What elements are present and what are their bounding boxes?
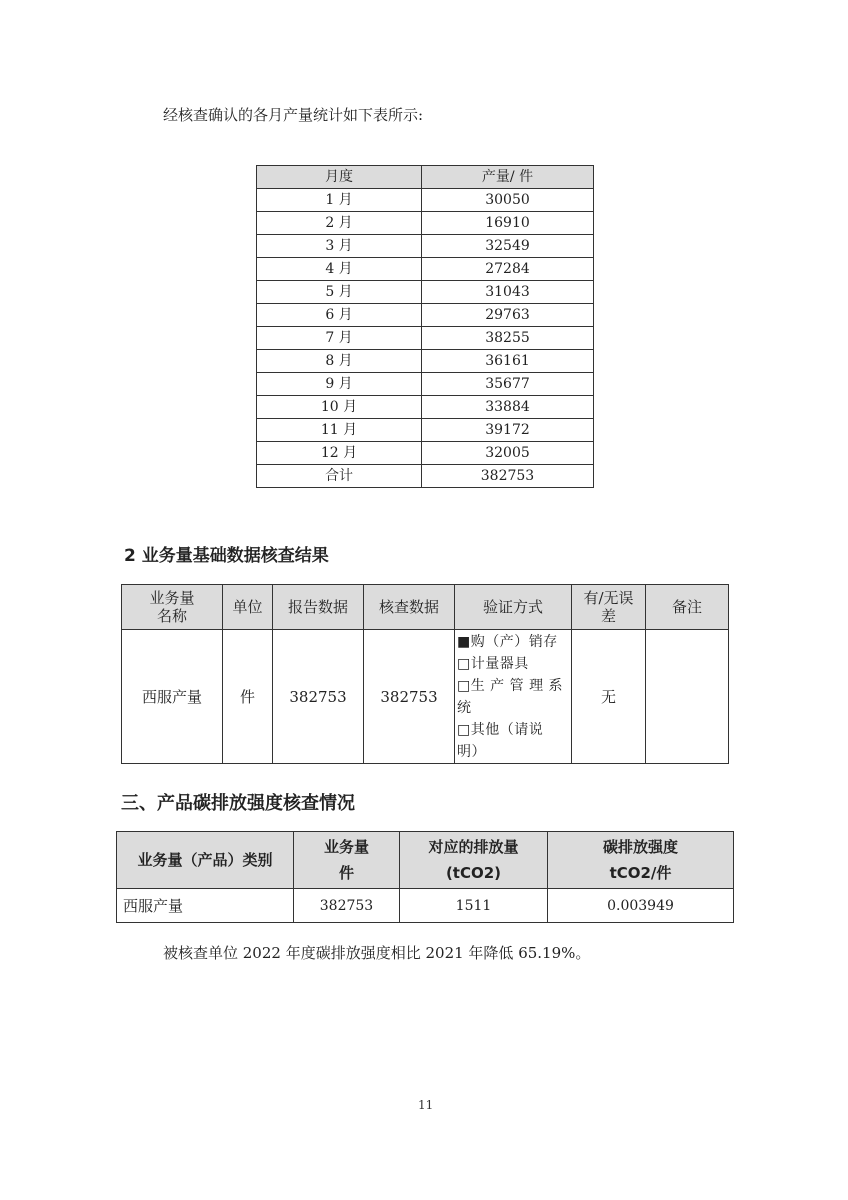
cell-month: 3 月 xyxy=(257,235,422,258)
cell-month: 4 月 xyxy=(257,258,422,281)
header-error-line2: 差 xyxy=(600,607,616,625)
cell-month: 6 月 xyxy=(257,304,422,327)
header-month: 月度 xyxy=(257,166,422,189)
section3-heading: 三、产品碳排放强度核查情况 xyxy=(121,793,355,814)
header-emissions-line1: 对应的排放量 xyxy=(428,838,519,856)
cell-unit: 件 xyxy=(223,630,273,764)
cell-emissions: 1511 xyxy=(400,889,548,923)
table-row xyxy=(257,396,594,419)
cell-business-name: 西服产量 xyxy=(122,630,223,764)
cell-production: 382753 xyxy=(422,465,594,488)
table-header-row xyxy=(117,832,734,889)
header-category: 业务量（产品）类别 xyxy=(117,832,294,889)
carbon-intensity-table xyxy=(116,831,734,923)
method-line: □其他（请说 xyxy=(457,721,544,738)
cell-production: 36161 xyxy=(422,350,594,373)
monthly-production-table xyxy=(256,165,594,488)
table-header-row xyxy=(122,585,729,630)
cell-month: 9 月 xyxy=(257,373,422,396)
cell-month: 11 月 xyxy=(257,419,422,442)
table-row xyxy=(257,373,594,396)
method-line: 明） xyxy=(457,743,486,760)
header-error-line1: 有/无误 xyxy=(583,589,634,607)
cell-error: 无 xyxy=(572,630,646,764)
table-row xyxy=(257,258,594,281)
table-row xyxy=(257,350,594,373)
table-row xyxy=(257,212,594,235)
header-production: 产量/ 件 xyxy=(422,166,594,189)
table-row xyxy=(257,304,594,327)
header-error xyxy=(572,585,646,630)
table-row xyxy=(257,235,594,258)
cell-month: 7 月 xyxy=(257,327,422,350)
cell-production: 35677 xyxy=(422,373,594,396)
table-header-row xyxy=(257,166,594,189)
header-intensity xyxy=(548,832,734,889)
cell-production: 16910 xyxy=(422,212,594,235)
cell-reported: 382753 xyxy=(273,630,364,764)
cell-month: 5 月 xyxy=(257,281,422,304)
cell-verified: 382753 xyxy=(364,630,455,764)
cell-month: 合计 xyxy=(257,465,422,488)
cell-production: 39172 xyxy=(422,419,594,442)
cell-month: 1 月 xyxy=(257,189,422,212)
method-line: 统 xyxy=(457,699,472,716)
cell-verification-method xyxy=(455,630,572,764)
cell-production: 38255 xyxy=(422,327,594,350)
method-line: □计量器具 xyxy=(457,655,529,672)
header-unit: 单位 xyxy=(223,585,273,630)
table-row xyxy=(117,889,734,923)
cell-category: 西服产量 xyxy=(117,889,294,923)
method-line: ■购（产）销存 xyxy=(457,633,558,650)
table-row xyxy=(257,327,594,350)
cell-production: 31043 xyxy=(422,281,594,304)
cell-month: 10 月 xyxy=(257,396,422,419)
cell-production: 32005 xyxy=(422,442,594,465)
header-intensity-line1: 碳排放强度 xyxy=(602,838,678,856)
table-row xyxy=(257,442,594,465)
table-row xyxy=(257,189,594,212)
monthly-table-body xyxy=(257,189,594,488)
cell-production: 33884 xyxy=(422,396,594,419)
header-emissions-line2: (tCO2) xyxy=(445,864,502,882)
cell-production: 30050 xyxy=(422,189,594,212)
header-business-name xyxy=(122,585,223,630)
intro-paragraph: 经核查确认的各月产量统计如下表所示: xyxy=(163,106,424,124)
header-quantity-line2: 件 xyxy=(338,864,354,882)
header-remark: 备注 xyxy=(646,585,729,630)
header-name-line1: 业务量 xyxy=(149,589,195,607)
cell-quantity: 382753 xyxy=(294,889,400,923)
cell-remark xyxy=(646,630,729,764)
cell-month: 8 月 xyxy=(257,350,422,373)
cell-month: 12 月 xyxy=(257,442,422,465)
section2-heading: 2 业务量基础数据核查结果 xyxy=(124,546,329,566)
conclusion-paragraph: 被核查单位 2022 年度碳排放强度相比 2021 年降低 65.19%。 xyxy=(163,944,591,962)
method-line: □生 产 管 理 系 xyxy=(457,677,564,694)
table-row xyxy=(257,281,594,304)
header-quantity-line1: 业务量 xyxy=(323,838,369,856)
table-row xyxy=(257,419,594,442)
cell-production: 27284 xyxy=(422,258,594,281)
header-name-line2: 名称 xyxy=(156,607,187,625)
cell-intensity: 0.003949 xyxy=(548,889,734,923)
header-method: 验证方式 xyxy=(455,585,572,630)
table-row xyxy=(122,630,729,764)
page-number: 11 xyxy=(418,1098,434,1112)
header-reported: 报告数据 xyxy=(273,585,364,630)
cell-production: 32549 xyxy=(422,235,594,258)
header-quantity xyxy=(294,832,400,889)
header-verified: 核查数据 xyxy=(364,585,455,630)
business-volume-table xyxy=(121,584,729,764)
header-emissions xyxy=(400,832,548,889)
total-row xyxy=(257,465,594,488)
header-intensity-line2: tCO2/件 xyxy=(609,864,672,882)
cell-production: 29763 xyxy=(422,304,594,327)
cell-month: 2 月 xyxy=(257,212,422,235)
